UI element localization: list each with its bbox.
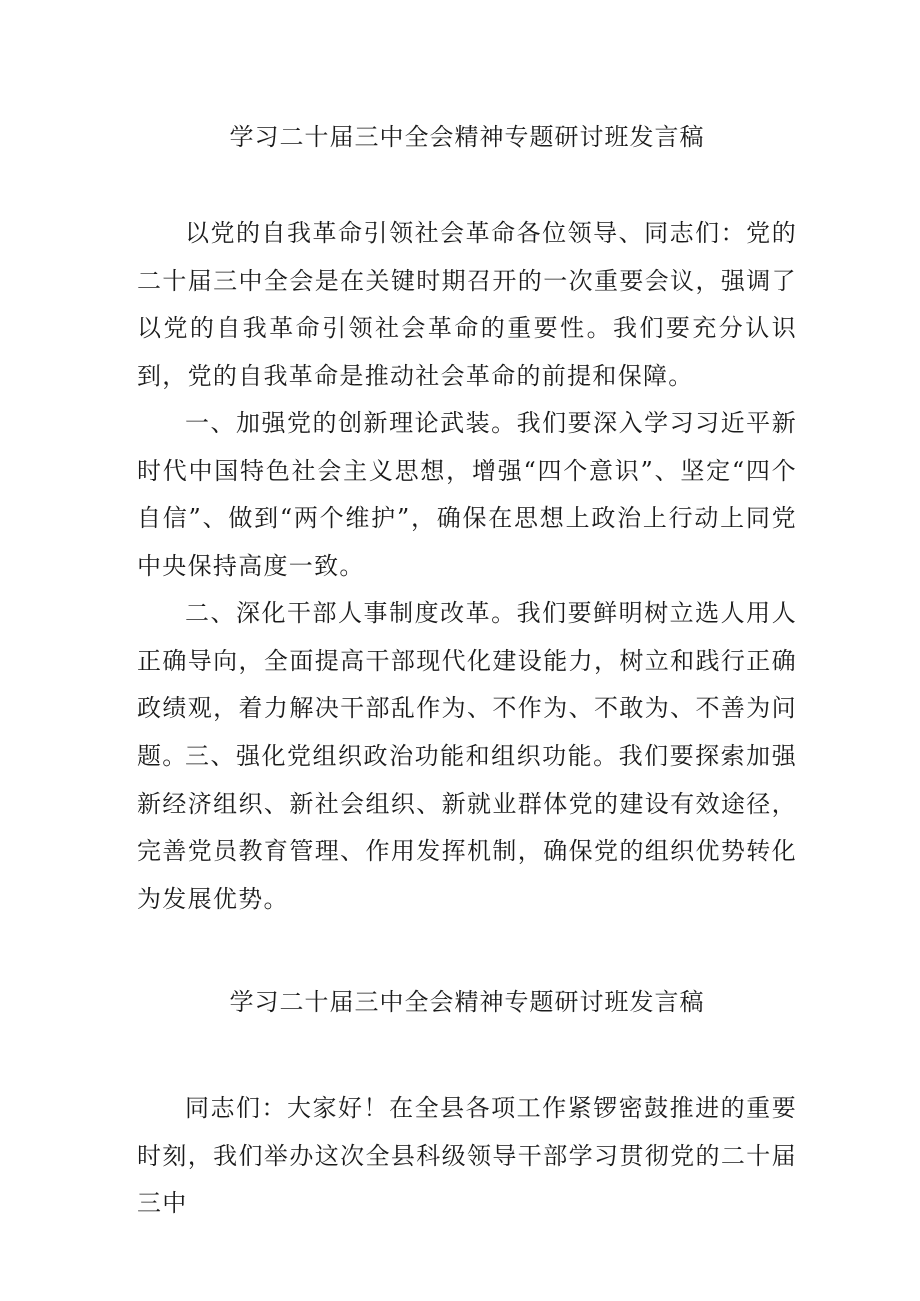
section-1-paragraph-point-2: 二、深化干部人事制度改革。我们要鲜明树立选人用人正确导向，全面提高干部现代化建设能力，树立和践行正确政绩观，着力解决干部乱作为、不作为、不敢为、不善为问题。 [137,599,797,770]
section-2-title: 学习二十届三中全会精神专题研讨班发言稿 [229,988,705,1016]
section-1-paragraph-intro: 以党的自我革命引领社会革命各位领导、同志们：党的二十届三中全会是在关键时期召开的一次重要会议，强调了以党的自我革命引领社会革命的重要性。我们要充分认识到，党的自我革命是推动社会革命的前提和保障。 [137,219,797,390]
section-2-paragraph-intro: 同志们：大家好！在全县各项工作紧锣密鼓推进的重要时刻，我们举办这次全县科级领导干部学习贯彻党的二十届三中 [137,1094,797,1217]
section-1-paragraph-point-1: 一、加强党的创新理论武装。我们要深入学习习近平新时代中国特色社会主义思想，增强“四个意识”、坚定“四个自信”、做到“两个维护”，确保在思想上政治上行动上同党中央保持高度一致。 [137,409,797,580]
section-1-title: 学习二十届三中全会精神专题研讨班发言稿 [229,123,705,151]
section-1-paragraph-point-3: 三、强化党组织政治功能和组织功能。我们要探索加强新经济组织、新社会组织、新就业群体党的建设有效途径，完善党员教育管理、作用发挥机制，确保党的组织优势转化为发展优势。 [137,742,797,913]
